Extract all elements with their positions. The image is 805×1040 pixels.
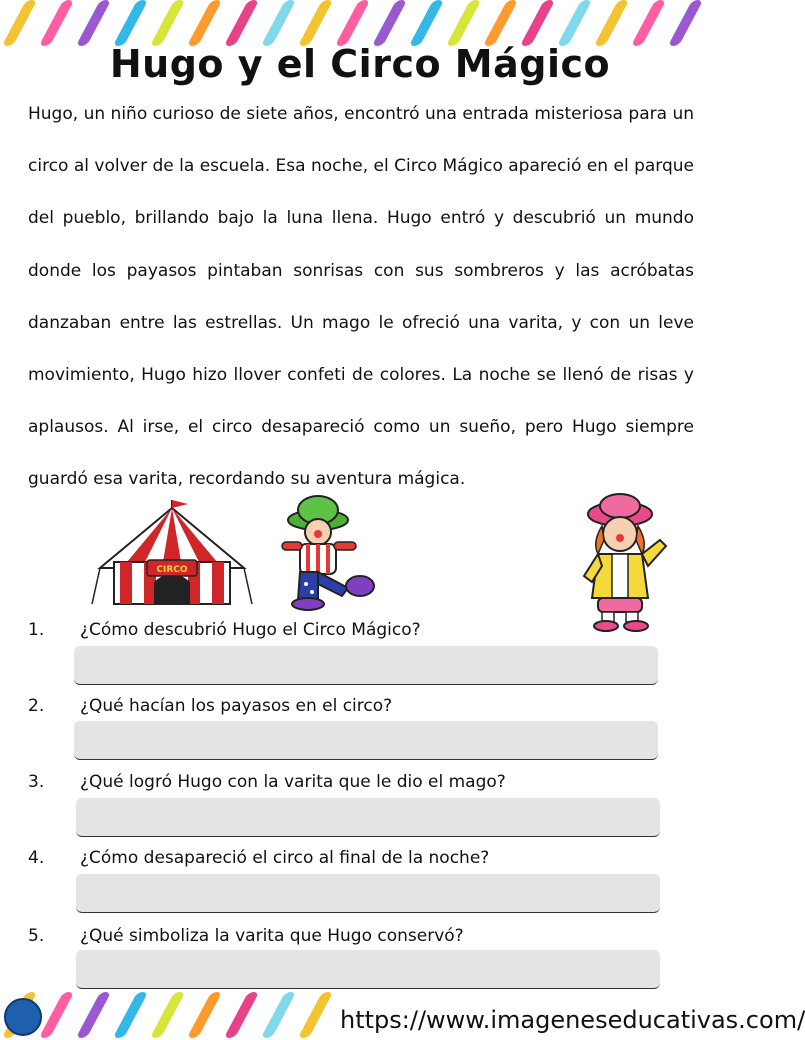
decorative-stripe (113, 992, 148, 1038)
question-text: ¿Qué simboliza la varita que Hugo conservó? (80, 926, 464, 946)
decorative-stripe (298, 992, 333, 1038)
page-title: Hugo y el Circo Mágico (109, 42, 611, 86)
question-text: ¿Cómo descubrió Hugo el Circo Mágico? (80, 620, 421, 640)
decorative-stripe (150, 0, 185, 46)
decorative-stripe (2, 0, 37, 46)
question-text: ¿Cómo desapareció el circo al final de la noche? (80, 848, 490, 868)
question-number: 5. (28, 926, 45, 946)
decorative-stripe (187, 0, 222, 46)
decorative-stripe (631, 0, 666, 46)
decorative-stripe (335, 0, 370, 46)
answer-field-4[interactable] (76, 874, 660, 913)
question-2 (28, 696, 668, 720)
top-stripe-border (0, 0, 720, 48)
decorative-stripe (224, 992, 259, 1038)
clown-green-hat-illustration (278, 492, 378, 610)
clown-girl-pink-hat-illustration (574, 492, 670, 632)
decorative-stripe (520, 0, 555, 46)
site-logo-icon (4, 998, 42, 1036)
question-4 (28, 848, 668, 872)
question-1 (28, 620, 668, 644)
question-number: 2. (28, 696, 45, 716)
decorative-stripe (372, 0, 407, 46)
decorative-stripe (261, 992, 296, 1038)
decorative-stripe (76, 0, 111, 46)
question-number: 3. (28, 772, 45, 792)
decorative-stripe (187, 992, 222, 1038)
circus-tent-illustration (92, 500, 252, 608)
answer-field-5[interactable] (76, 950, 660, 989)
decorative-stripe (483, 0, 518, 46)
decorative-stripe (113, 0, 148, 46)
decorative-stripe (76, 992, 111, 1038)
footer-url[interactable]: https://www.imageneseducativas.com/ (340, 1006, 805, 1034)
answer-field-2[interactable] (74, 721, 658, 760)
story-text: Hugo, un niño curioso de siete años, encontró una entrada misteriosa para un circo al volver de la escuela. Esa noche, el Circo Mágico apareció en el parque del pueblo, brillando bajo la luna llena. Hugo entró y descubrió un mundo donde los payasos pintaban sonrisas con sus sombreros y las acróbatas danzaban entre las estrellas. Un mago le ofreció una varita, y con un leve movimiento, Hugo hizo llover confeti de colores. La noche se llenó de risas y aplausos. Al irse, el circo desapareció como un sueño, pero Hugo siempre guardó esa varita, recordando su aventura mágica. (28, 104, 694, 490)
decorative-stripe (446, 0, 481, 46)
question-number: 1. (28, 620, 45, 640)
decorative-stripe (39, 992, 74, 1038)
decorative-stripe (150, 992, 185, 1038)
decorative-stripe (298, 0, 333, 46)
question-3 (28, 772, 668, 796)
decorative-stripe (39, 0, 74, 46)
decorative-stripe (668, 0, 703, 46)
decorative-stripe (594, 0, 629, 46)
decorative-stripe (261, 0, 296, 46)
decorative-stripe (224, 0, 259, 46)
question-number: 4. (28, 848, 45, 868)
question-text: ¿Qué hacían los payasos en el circo? (80, 696, 393, 716)
decorative-stripe (557, 0, 592, 46)
tent-sign-text: CIRCO (156, 565, 188, 575)
question-5 (28, 926, 668, 950)
question-text: ¿Qué logró Hugo con la varita que le dio el mago? (80, 772, 506, 792)
decorative-stripe (409, 0, 444, 46)
answer-field-3[interactable] (76, 798, 660, 837)
answer-field-1[interactable] (74, 646, 658, 685)
